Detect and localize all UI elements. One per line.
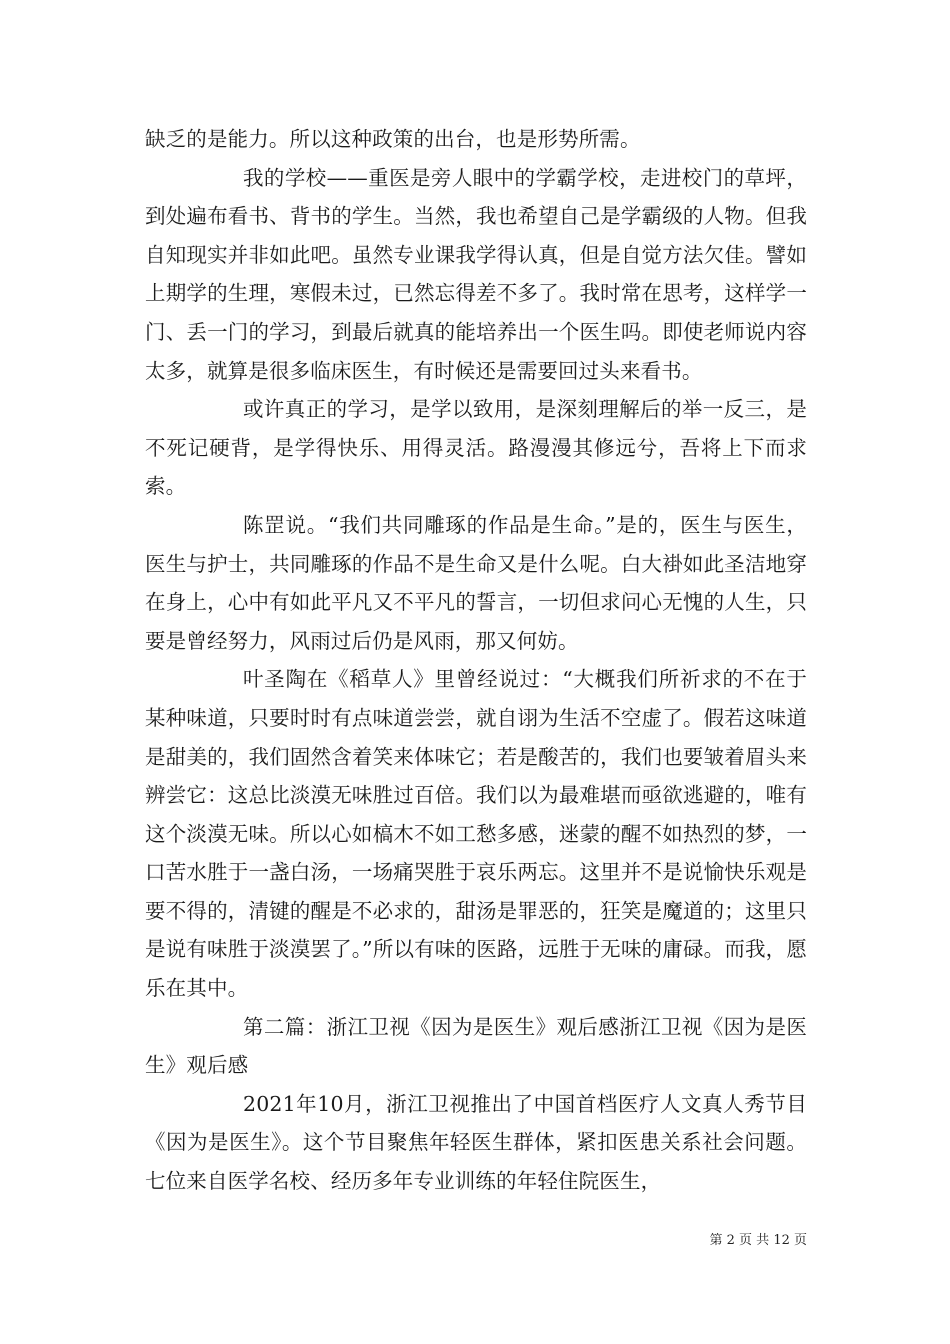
paragraph-1: 缺乏的是能力。所以这种政策的出台，也是形势所需。 (145, 127, 641, 151)
paragraph-6: 2021年10月，浙江卫视推出了中国首档医疗人文真人秀节目《因为是医生》。这个节目聚焦年轻医生群体，紧扣医患关系社会问题。七位来自医学名校、经历多年专业训练的年轻住院医生， (145, 1091, 807, 1194)
paragraph-5: 叶圣陶在《稻草人》里曾经说过：“大概我们所祈求的不在于某种味道，只要时时有点味道尝尝，就自诩为生活不空虚了。假若这味道是甜美的，我们固然含着笑来体味它；若是酸苦的，我们也要皱着眉头来辨尝它：这总比淡漠无味胜过百倍。我们以为最难堪而亟欲逃避的，唯有这个淡漠无味。所以心如槁木不如工愁多感，迷蒙的醒不如热烈的梦，一口苦水胜于一盏白汤，一场痛哭胜于哀乐两忘。这里并不是说愉快乐观是要不得的，清键的醒是不必求的，甜汤是罪恶的，狂笑是魔道的；这里只是说有味胜于淡漠罢了。”所以有味的医路，远胜于无味的庸碌。而我，愿乐在其中。 (145, 667, 807, 1001)
section-heading: 第二篇：浙江卫视《因为是医生》观后感浙江卫视《因为是医生》观后感 (145, 1014, 807, 1078)
page-number-footer: 第 2 页 共 12 页 (709, 1233, 807, 1248)
paragraph-4: 陈罡说。“我们共同雕琢的作品是生命。”是的，医生与医生，医生与护士，共同雕琢的作品不是生命又是什么呢。白大褂如此圣洁地穿在身上，心中有如此平凡又不平凡的誓言，一切但求问心无愧的人生，只要是曾经努力，风雨过后仍是风雨，那又何妨。 (145, 512, 807, 653)
document-page (145, 120, 807, 1201)
paragraph-2: 我的学校——重医是旁人眼中的学霸学校，走进校门的草坪，到处遍布看书、背书的学生。当然，我也希望自己是学霸级的人物。但我自知现实并非如此吧。虽然专业课我学得认真，但是自觉方法欠佳。譬如上期学的生理，寒假未过，已然忘得差不多了。我时常在思考，这样学一门、丢一门的学习，到最后就真的能培养出一个医生吗。即使老师说内容太多，就算是很多临床医生，有时候还是需要回过头来看书。 (145, 165, 807, 383)
paragraph-3: 或许真正的学习，是学以致用，是深刻理解后的举一反三，是不死记硬背，是学得快乐、用得灵活。路漫漫其修远兮，吾将上下而求索。 (145, 397, 807, 499)
